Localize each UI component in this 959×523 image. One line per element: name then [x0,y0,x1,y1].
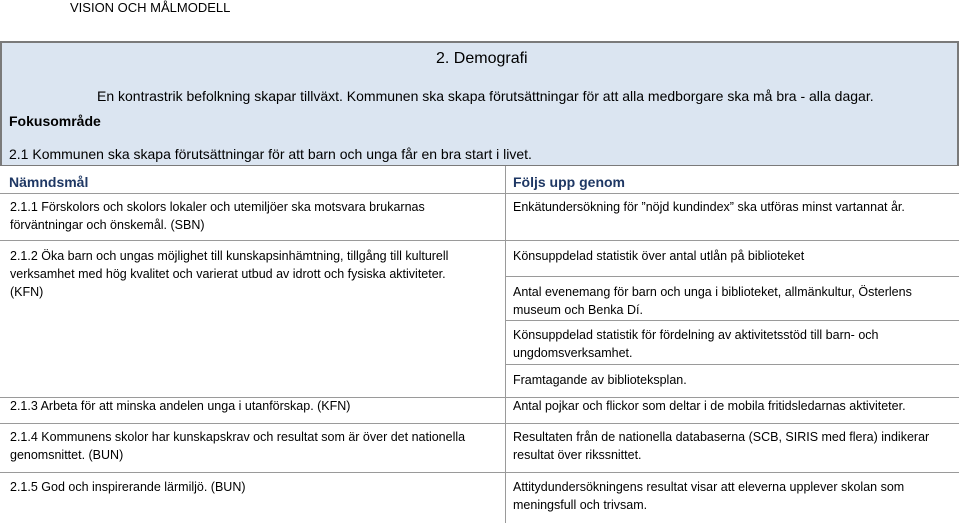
board-goal-text: förväntningar och önskemål. (SBN) [10,218,205,232]
board-goal-text: (KFN) [10,285,44,299]
table-rule [505,240,959,241]
followup-text: ungdomsverksamhet. [513,346,633,360]
document-title: VISION OCH MÅLMODELL [70,0,231,15]
table-rule [505,364,959,365]
table-rule [505,276,959,277]
column-header-followup: Följs upp genom [513,174,625,190]
table-rule [0,193,959,194]
followup-text: Antal evenemang för barn och unga i biblioteket, allmänkultur, Österlens [513,285,912,299]
table-rule [0,472,959,473]
board-goal-text: 2.1.5 God och inspirerande lärmiljö. (BUN) [10,480,246,494]
followup-text: Könsuppdelad statistik för fördelning av aktivitetsstöd till barn- och [513,328,879,342]
board-goal-text: 2.1.1 Förskolors och skolors lokaler och utemiljöer ska motsvara brukarnas [10,200,425,214]
column-header-board-goals: Nämndsmål [9,174,89,190]
board-goal-text: 2.1.3 Arbeta för att minska andelen unga i utanförskap. (KFN) [10,399,351,413]
band-border-top [0,41,959,43]
followup-text: Resultaten från de nationella databaserna (SCB, SIRIS med flera) indikerar [513,430,930,444]
table-rule [0,423,959,424]
focus-area-label: Fokusområde [9,113,101,129]
followup-text: Antal pojkar och flickor som deltar i de mobila fritidsledarnas aktiviteter. [513,399,906,413]
table-rule [505,320,959,321]
board-goal-text: verksamhet med hög kvalitet och varierat utbud av idrott och fysiska aktiviteter. [10,267,446,281]
band-border-left [0,41,2,166]
column-divider [505,166,506,523]
board-goal-text: 2.1.4 Kommunens skolor har kunskapskrav och resultat som är över det nationella [10,430,466,444]
band-border-bottom [0,165,959,166]
followup-text: resultat över rikssnittet. [513,448,642,462]
followup-text: Enkätundersökning för ”nöjd kundindex” ska utföras minst vartannat år. [513,200,905,214]
table-rule [0,240,505,241]
focus-goal: 2.1 Kommunen ska skapa förutsättningar för att barn och unga får en bra start i livet. [9,146,532,162]
vision-statement: En kontrastrik befolkning skapar tillväxt. Kommunen ska skapa förutsättningar för att alla medborgare ska må bra - alla dagar. [97,88,874,104]
board-goal-text: genomsnittet. (BUN) [10,448,124,462]
followup-text: meningsfull och trivsam. [513,498,648,512]
followup-text: Attitydundersökningens resultat visar att eleverna upplever skolan som [513,480,905,494]
board-goal-text: 2.1.2 Öka barn och ungas möjlighet till kunskapsinhämtning, tillgång till kulturell [10,249,449,263]
section-heading: 2. Demografi [436,50,528,67]
followup-text: museum och Benka Dí. [513,303,643,317]
followup-text: Könsuppdelad statistik över antal utlån på biblioteket [513,249,805,263]
followup-text: Framtagande av biblioteksplan. [513,373,687,387]
